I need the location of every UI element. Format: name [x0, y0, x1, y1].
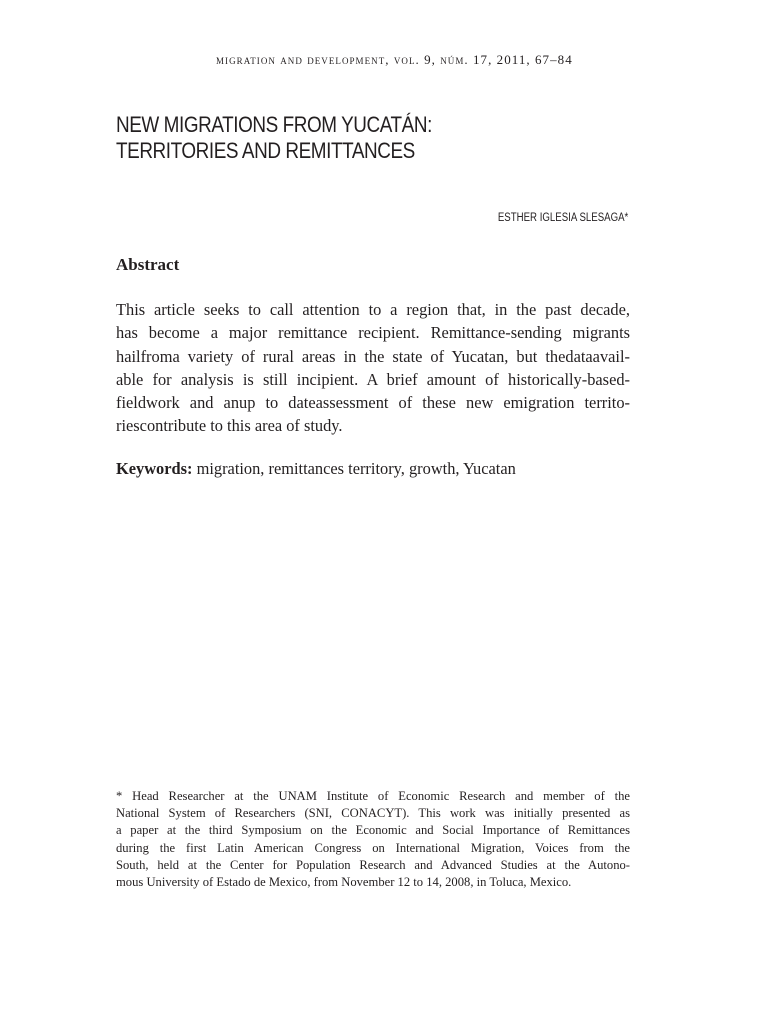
footnote-line: a paper at the third Symposium on the Economic and Social Importance of Remittances [116, 823, 630, 838]
abstract-heading: Abstract [116, 255, 180, 274]
abstract-line: riescontribute to this area of study. [116, 416, 343, 436]
keywords-text: migration, remittances territory, growth, Yucatan [192, 459, 516, 478]
abstract-line: able for analysis is still incipient. A brief amount of historically-based- [116, 369, 630, 389]
article-title [116, 112, 563, 164]
article-title-line-2: TERRITORIES AND REMITTANCES [116, 138, 415, 163]
abstract-line: fieldwork and anup to dateassessment of these new emigration territo- [116, 393, 630, 413]
footnote-line: South, held at the Center for Population Research and Advanced Studies at the Autono- [116, 857, 630, 872]
abstract-body [116, 298, 630, 438]
footnote-line: National System of Researchers (SNI, CONACYT). This work was initially presented as [116, 806, 630, 821]
footnote-line: during the first Latin American Congress on International Migration, Voices from the [116, 840, 630, 855]
keywords [116, 457, 630, 480]
article-title-line-1: NEW MIGRATIONS FROM YUCATÁN: [116, 112, 432, 137]
footnote-line: * Head Researcher at the UNAM Institute of Economic Research and member of the [116, 789, 630, 803]
abstract-line: This article seeks to call attention to a region that, in the past decade, [116, 300, 630, 319]
abstract-line: has become a major remittance recipient. Remittance-sending migrants [116, 323, 630, 343]
running-head: migration and development, vol. 9, núm. 17, 2011, 67–84 [216, 52, 573, 67]
author-footnote [116, 788, 630, 891]
author-name: ESTHER IGLESIA SLESAGA* [497, 212, 628, 224]
abstract-line: hailfroma variety of rural areas in the state of Yucatan, but thedataavail- [116, 346, 630, 366]
keywords-label: Keywords: [116, 459, 193, 478]
footnote-line: mous University of Estado de Mexico, from November 12 to 14, 2008, in Toluca, Mexico. [116, 875, 572, 890]
